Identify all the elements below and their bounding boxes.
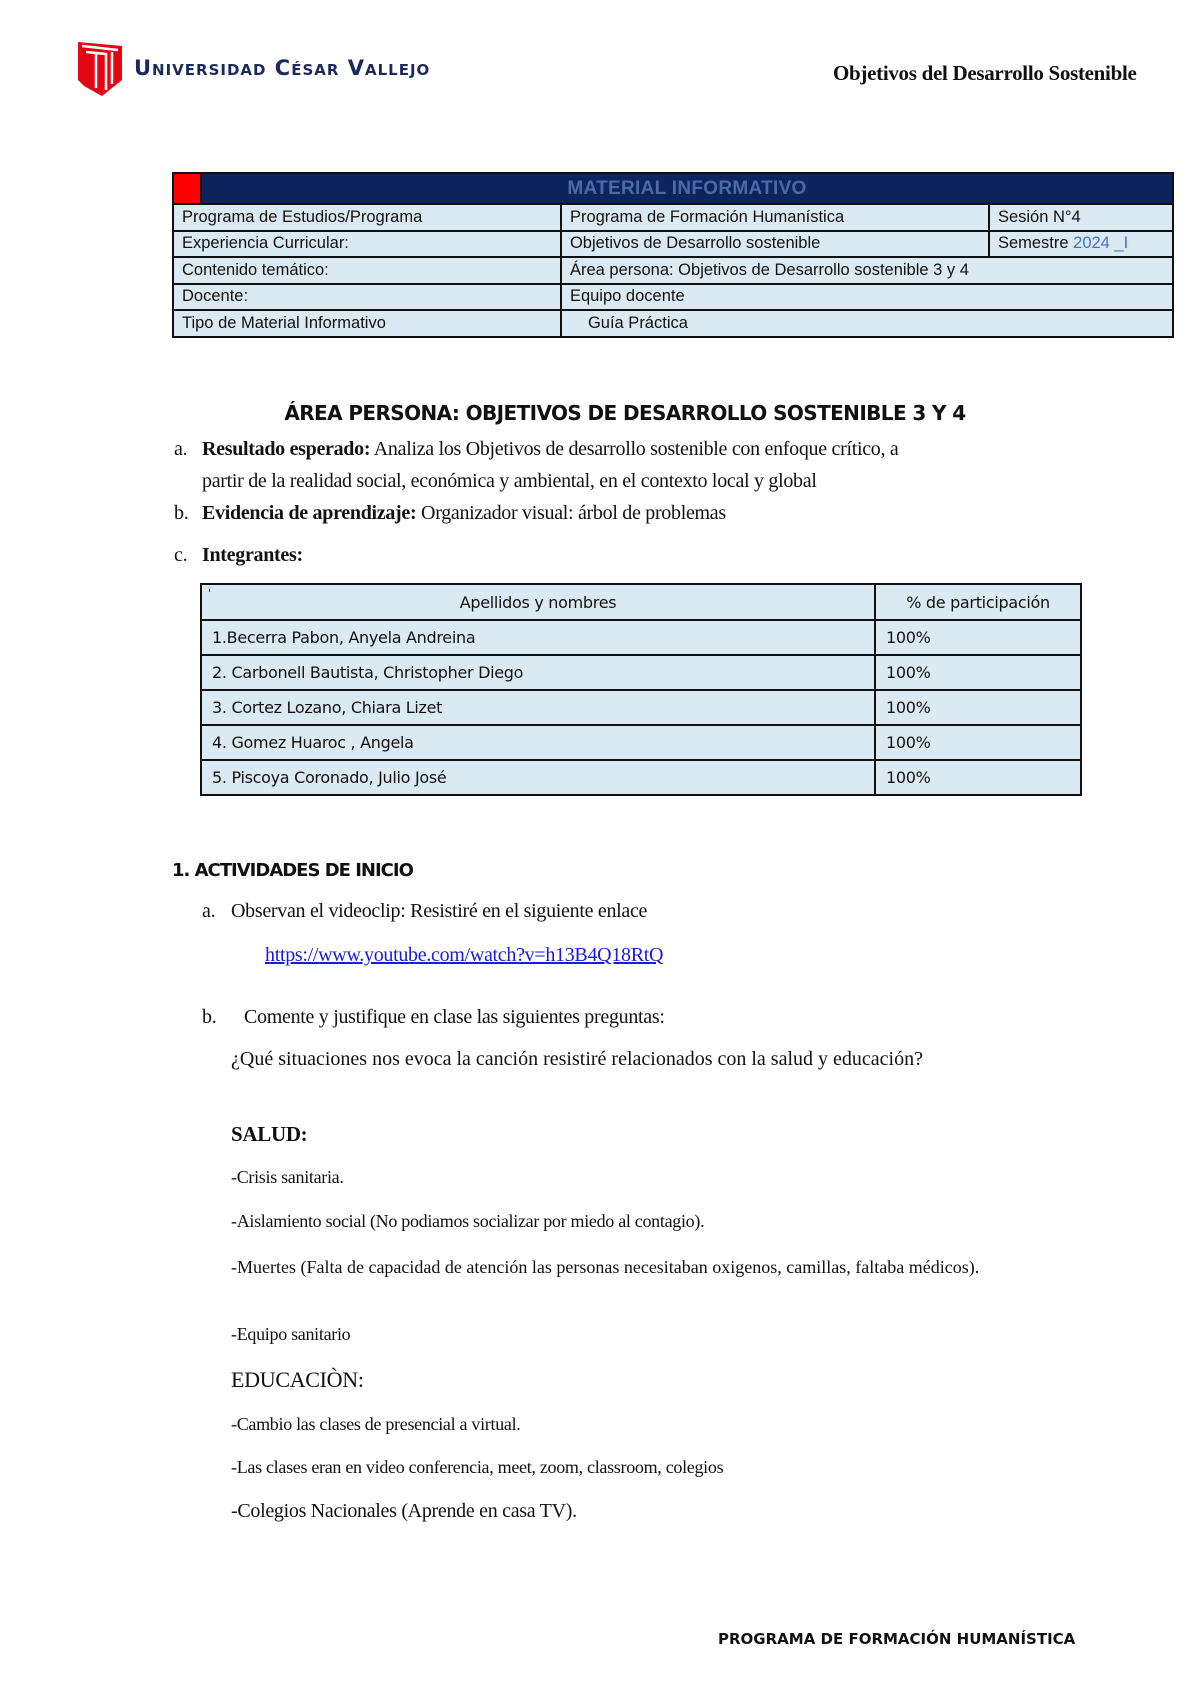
list-item: -Equipo sanitario: [231, 1324, 351, 1344]
session-number: Sesión N°4: [989, 204, 1173, 231]
activity-b-text: Comente y justifique en clase las siguientes preguntas:: [244, 1006, 665, 1028]
video-link[interactable]: https://www.youtube.com/watch?v=h13B4Q18RtQ: [265, 944, 664, 966]
activity-a-text: Observan el videoclip: Resistiré en el siguiente enlace: [231, 900, 648, 922]
member-name: 3. Cortez Lozano, Chiara Lizet: [201, 690, 875, 725]
list-item: -Aislamiento social (No podiamos socializar por miedo al contagio).: [231, 1211, 705, 1231]
list-item: -Cambio las clases de presencial a virtual.: [231, 1414, 521, 1434]
item-text: Analiza los Objetivos de desarrollo sostenible con enfoque crítico, a: [370, 438, 899, 460]
column-header-participation: % de participación: [875, 584, 1081, 620]
item-label: Resultado esperado:: [202, 438, 371, 460]
table-row: [201, 760, 1081, 795]
section-heading: ÁREA PERSONA: OBJETIVOS DE DESARROLLO SOSTENIBLE 3 Y 4: [284, 401, 966, 425]
list-item: -Muertes (Falta de capacidad de atención las personas necesitaban oxigenos, camillas, faltaba médicos).: [231, 1257, 980, 1277]
info-table-title: MATERIAL INFORMATIVO: [201, 173, 1173, 204]
info-label: Programa de Estudios/Programa: [173, 204, 561, 231]
item-label: Evidencia de aprendizaje:: [202, 502, 417, 524]
members-table-header: [201, 584, 1081, 620]
item-marker: b.: [174, 502, 189, 524]
table-row: [201, 620, 1081, 655]
learning-evidence: [202, 502, 726, 525]
info-label: Contenido temático:: [173, 257, 561, 284]
item-text-continued: partir de la realidad social, económica y ambiental, en el contexto local y global: [202, 470, 817, 492]
educacion-title: EDUCACIÒN:: [231, 1367, 364, 1392]
item-marker: c.: [174, 544, 188, 566]
info-value: Área persona: Objetivos de Desarrollo sostenible 3 y 4: [561, 257, 1173, 284]
corner-mark: ': [208, 587, 211, 600]
member-name: 2. Carbonell Bautista, Christopher Diego: [201, 655, 875, 690]
info-label: Docente:: [173, 284, 561, 311]
member-name: 4. Gomez Huaroc , Angela: [201, 725, 875, 760]
semester-label: Semestre: [997, 234, 1074, 253]
item-marker: b.: [202, 1006, 217, 1028]
semester-value: 2024 _I: [1073, 234, 1129, 253]
list-item: -Colegios Nacionales (Aprende en casa TV).: [231, 1500, 577, 1522]
info-value: Equipo docente: [561, 284, 1173, 311]
item-text: Organizador visual: árbol de problemas: [416, 502, 726, 524]
member-name: 5. Piscoya Coronado, Julio José: [201, 760, 875, 795]
table-row: [201, 655, 1081, 690]
expected-result: [202, 438, 898, 461]
item-marker: a.: [174, 438, 188, 460]
footer-text: PROGRAMA DE FORMACIÓN HUMANÍSTICA: [718, 1630, 1076, 1648]
info-value: Objetivos de Desarrollo sostenible: [561, 231, 989, 258]
member-participation: 100%: [875, 620, 1081, 655]
members-label: Integrantes:: [202, 544, 303, 566]
info-value: Guía Práctica: [561, 310, 1173, 337]
member-participation: 100%: [875, 760, 1081, 795]
document-title: Objetivos del Desarrollo Sostenible: [833, 61, 1137, 85]
info-row: [173, 231, 1173, 258]
question-text: ¿Qué situaciones nos evoca la canción resistiré relacionados con la salud y educación?: [231, 1048, 923, 1070]
university-name: Universidad César Vallejo: [134, 56, 431, 80]
list-item: -Las clases eran en video conferencia, meet, zoom, classroom, colegios: [231, 1457, 724, 1477]
info-value: Programa de Formación Humanística: [561, 204, 989, 231]
info-row: [173, 257, 1173, 284]
table-row: [201, 690, 1081, 725]
activities-title: 1. ACTIVIDADES DE INICIO: [172, 860, 413, 881]
member-participation: 100%: [875, 655, 1081, 690]
column-header-names-label: Apellidos y nombres: [459, 592, 617, 612]
info-table-header: [173, 173, 1173, 204]
salud-title: SALUD:: [231, 1122, 308, 1146]
item-marker: a.: [202, 900, 216, 922]
red-marker: [173, 173, 201, 204]
members-table: [200, 583, 1082, 796]
info-row: [173, 310, 1173, 337]
info-row: [173, 204, 1173, 231]
table-row: [201, 725, 1081, 760]
info-label: Tipo de Material Informativo: [173, 310, 561, 337]
info-row: [173, 284, 1173, 311]
member-participation: 100%: [875, 725, 1081, 760]
material-info-table: [172, 172, 1174, 338]
member-name: 1.Becerra Pabon, Anyela Andreina: [201, 620, 875, 655]
list-item: -Crisis sanitaria.: [231, 1167, 344, 1187]
member-participation: 100%: [875, 690, 1081, 725]
column-header-names: [201, 584, 875, 620]
semester: [989, 231, 1173, 258]
university-logo-icon: [76, 40, 124, 98]
info-label: Experiencia Curricular:: [173, 231, 561, 258]
